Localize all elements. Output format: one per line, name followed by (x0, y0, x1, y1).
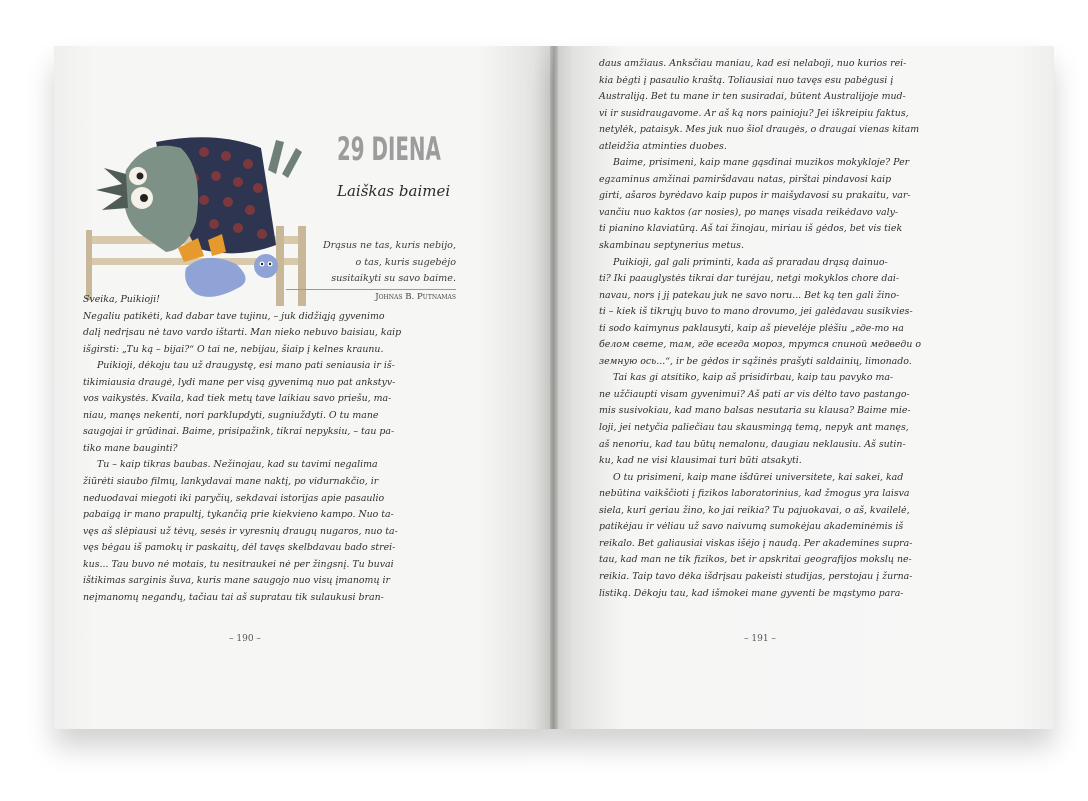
text-line: egzaminus amžinai pamiršdavau natas, pirštai pindavosi kaip (599, 173, 892, 185)
text-line: girti, ašaros byrėdavo kaip pupos ir maišydavosi su prakaitu, var- (599, 190, 911, 202)
text-line: ti sodo kaimynus paklausyti, kaip aš pievelėje plėšiu „где-то на (599, 322, 904, 334)
text-line: patikėjau ir vėliau už savo naivumą sumokėjau akademinėmis iš (599, 521, 904, 533)
text-line: neįmanomų negandų, tačiau tai aš supratau tik sulaukusi bran- (83, 591, 384, 603)
text-line: išgirsti: „Tu ką – bijai?“ O tai ne, nebijau, šiaip į kelnes kraunu. (83, 343, 384, 355)
epigraph-line: o tas, kuris sugebėjo (355, 256, 456, 268)
text-line: mis susivokiau, kad mano balsas nesutaria su klausa? Baime mie- (599, 405, 911, 417)
page-number-left: – 190 – (229, 634, 261, 644)
text-line: dalį nedrįsau nė tavo vardo ištarti. Man nieko nebuvo baisiau, kaip (83, 327, 402, 339)
right-page-body-text (599, 56, 921, 602)
text-line: Baime, prisimeni, kaip mane gąsdinai muzikos mokykloje? Per (613, 157, 910, 169)
text-line: siela, kuri geriau žino, ko jai reikia? Tu pajuokavai, o aš, kvailelė, (599, 504, 910, 516)
text-line: tau, kad man ne tik fizikos, bet ir apskritai geografijos mokslų ne- (599, 554, 912, 566)
text-line: atleidžia atminties duobes. (599, 140, 727, 152)
text-line: Negaliu patikėti, kad dabar tave tujinu, – juk didžiąją gyvenimo (83, 310, 385, 322)
text-line: земную ось...“, ir be gėdos ir sąžinės prašyti saldainių, limonado. (599, 355, 912, 367)
text-line: tiko mane bauginti? (83, 442, 178, 454)
text-line: Puikioji, dėkoju tau už draugystę, esi mano pati seniausia ir iš- (97, 360, 395, 372)
text-line: saugojai ir grūdinai. Baime, prisipažink, tikrai nepyksiu, – tau pa- (83, 426, 395, 438)
chapter-title: 29 DIENA (337, 130, 441, 168)
text-line: neduodavai miegoti iki paryčių, sekdavai istorijas apie pasaulio (83, 492, 385, 504)
text-line: pabaigą ir mano prapultį, tykančią prie kiekvieno kampo. Nuo ta- (83, 509, 394, 521)
text-line: ti? Iki paauglystės tikrai dar turėjau, netgi mokyklos chore dai- (599, 273, 900, 285)
text-line: vęs aš slėpiausi už tėvų, sesės ir vyresnių draugų nugaros, nuo ta- (83, 525, 398, 537)
text-line: tikimiausia draugė, lydi mane per visą gyvenimą nuo pat ankstyv- (83, 376, 396, 388)
text-line: vančiu nuo kaktos (ar nosies), po manęs visada reikėdavo valy- (599, 206, 899, 218)
text-line: reikalo. Bet galiausiai viskas išėjo į naudą. Per akademines supra- (599, 537, 913, 549)
text-line: žiūrėti siaubo filmų, lankydavai mane naktį, po vidurnakčio, ir (83, 476, 379, 488)
text-line: Sveika, Puikioji! (83, 294, 160, 305)
left-page-body-text (83, 292, 403, 606)
chapter-subtitle: Laiškas baimei (337, 182, 451, 200)
text-line: niau, manęs nekenti, nori parklupdyti, sugniuždyti. O tu mane (83, 409, 379, 421)
text-line: navau, nors į jį patekau juk ne savo noru... Bet ką ten gali žino- (599, 289, 900, 301)
text-line: kia bėgti į pasaulio kraštą. Toliausiai nuo tavęs esu pabėgusi į (599, 74, 894, 86)
text-line: skambinau septynerius metus. (599, 240, 744, 252)
epigraph-divider (286, 289, 456, 290)
text-line: Puikioji, gal gali priminti, kada aš praradau drąsą dainuo- (613, 256, 888, 268)
text-line: ištikimas sarginis šuva, kuris mane saugojo nuo visų įmanomų ir (83, 575, 390, 587)
text-line: vęs bėgau iš pamokų ir paskaitų, dėl tavęs skelbdavau bado strei- (83, 542, 396, 554)
text-line: ti – kiek iš tikrųjų buvo to mano drovumo, jei galėdavau susikvies- (599, 306, 913, 318)
text-line: белом свете, там, где всегда мороз, трутся спиной медведи о (599, 339, 922, 351)
text-line: ku, kad ne visi klausimai turi būti atsakyti. (599, 455, 802, 467)
text-line: Australiją. Bet tu mane ir ten susiradai, būtent Australijoje mud- (599, 91, 906, 103)
epigraph-line: Drąsus ne tas, kuris nebijo, (322, 240, 456, 251)
text-line: loji, jei netyčia paliečiau tau skausmingą temą, nepyk ant manęs, (599, 422, 909, 434)
epigraph (256, 238, 456, 288)
text-line: ne užčiaupti visam gyvenimui? Aš pati ar vis dėlto tavo pastango- (599, 388, 910, 400)
text-line: nebūtina vaikščioti į fizikos laboratorinius, kad žmogus yra laisva (599, 488, 910, 500)
page-number-right: – 191 – (744, 634, 776, 644)
text-line: aš nenoriu, kad tau būtų nemalonu, daugiau neklausiu. Aš sutin- (599, 438, 906, 450)
text-line: daus amžiaus. Anksčiau maniau, kad esi nelaboji, nuo kurios rei- (599, 58, 907, 69)
text-line: O tu prisimeni, kaip mane išdūrei universitete, kai sakei, kad (613, 471, 904, 483)
text-line: vos vaikystės. Kvaila, kad tiek metų tave laikiau savo priešu, ma- (83, 393, 392, 405)
book-spine (550, 46, 558, 729)
text-line: vi ir susidraugavome. Ar aš ką nors painioju? Jei iškreipiu faktus, (599, 107, 909, 119)
epigraph-author: Johnas B. Putnamas (375, 292, 456, 302)
text-line: kus... Tau buvo nė motais, tu nesitraukei nė per žingsnį. Tu buvai (83, 558, 394, 570)
text-line: listiką. Dėkoju tau, kad išmokei mane gyventi be mąstymo para- (599, 587, 904, 599)
text-line: reikia. Taip tavo dėka išdrįsau pakeisti studijas, perstojau į žurna- (599, 570, 913, 582)
text-line: Tai kas gi atsitiko, kaip aš prisidirbau, kaip tau pavyko ma- (613, 372, 894, 384)
text-line: ti pianino klaviatūrą. Aš tai žinojau, miriau iš gėdos, bet vis tiek (599, 223, 903, 235)
text-line: Tu – kaip tikras baubas. Nežinojau, kad su tavimi negalima (97, 459, 378, 471)
text-line: netylėk, pataisyk. Mes juk nuo šiol draugės, o draugai vienas kitam (599, 124, 920, 136)
epigraph-line: susitaikyti su savo baime. (331, 273, 456, 285)
